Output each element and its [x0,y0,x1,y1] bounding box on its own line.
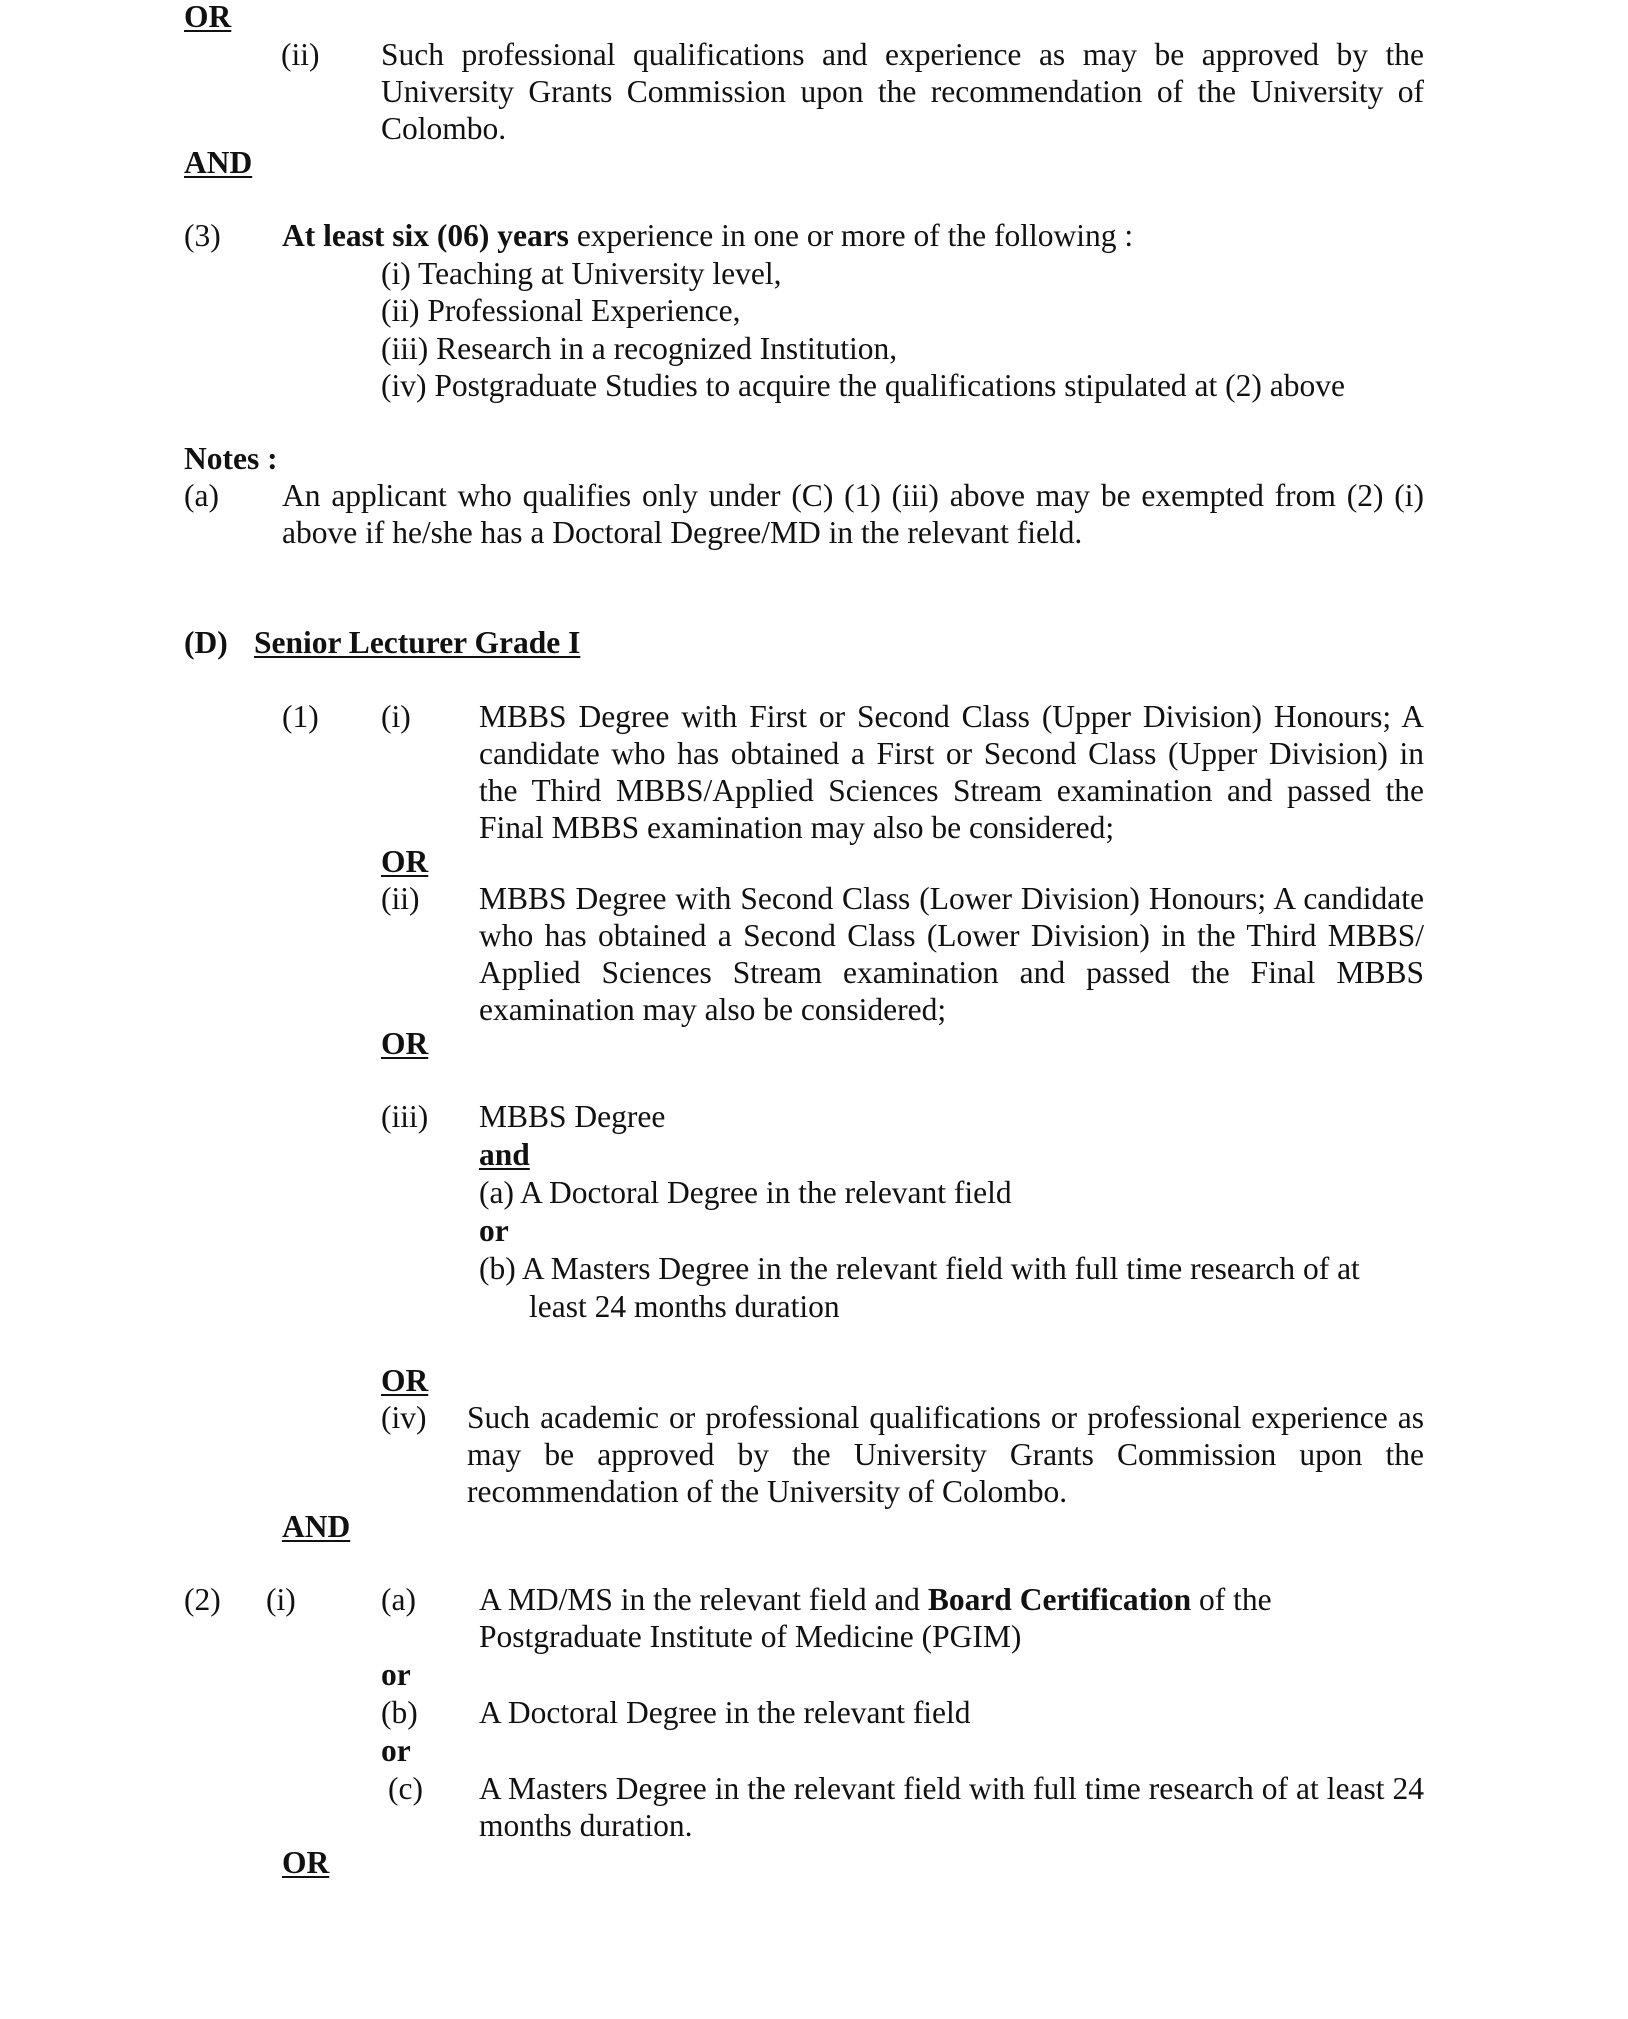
notes-a-text: An applicant who qualifies only under (C) (1) (iii) above may be exempted from (2) (i) above if he/she has a Doctoral Degree/MD in the relevant field. [282,478,1424,550]
section-d-marker: (D) [184,625,228,660]
item-ii-text: Such professional qualifications and experience as may be approved by the University Grants Commission upon the recommendation of the University of Colombo. [381,37,1424,146]
part2-a-text-post: of the [1191,1582,1272,1617]
part1-iii-title: MBBS Degree [479,1099,666,1134]
part1-i-marker: (i) [381,699,411,734]
part2-b-marker: (b) [381,1695,418,1730]
part1-marker: (1) [282,699,319,734]
part2-a-text-pre: A MD/MS in the relevant field and [479,1582,928,1617]
part2-c-text: A Masters Degree in the relevant field with full time research of at least 24 months duration. [479,1771,1424,1843]
part2-or-label: or [381,1657,411,1692]
part2-a-text-bold: Board Certification [927,1582,1192,1617]
part2-or-label: or [381,1733,411,1768]
section-d-or-bottom: OR [282,1845,330,1880]
section3-item: (ii) Professional Experience, [381,293,741,328]
part1-ii-marker: (ii) [381,881,420,916]
section3-item: (iii) Research in a recognized Institution, [381,331,898,366]
section-d-title: Senior Lecturer Grade I [254,625,581,660]
part1-or-label: OR [381,844,429,879]
section3-lead-rest: experience in one or more of the following : [568,218,1134,253]
section3-item: (iv) Postgraduate Studies to acquire the qualifications stipulated at (2) above [381,368,1345,403]
or-label-top: OR [184,0,232,34]
part1-or-label: OR [381,1026,429,1061]
part1-iii-and: and [479,1137,530,1172]
part1-iii-marker: (iii) [381,1099,429,1134]
item-ii-marker: (ii) [281,37,320,72]
part1-iv-marker: (iv) [381,1400,427,1435]
part1-iv-text: Such academic or professional qualifications or professional experience as may be approved by the University Grants Commission upon the recommendation of the University of Colombo. [467,1400,1424,1509]
part1-iii-or: or [479,1213,509,1248]
part2-b-text: A Doctoral Degree in the relevant field [479,1695,971,1730]
part1-ii-text: MBBS Degree with Second Class (Lower Division) Honours; A candidate who has obtained a Second Class (Lower Division) in the Third MBBS/ Applied Sciences Stream examination and passed the Final MBBS examination may also be considered; [479,881,1424,1027]
and-label-top: AND [184,145,253,180]
section-d-and-label: AND [282,1509,351,1544]
notes-a-marker: (a) [184,478,219,513]
section3-item: (i) Teaching at University level, [381,256,782,291]
part2-a-text-line2: Postgraduate Institute of Medicine (PGIM) [479,1619,1022,1654]
section3-marker: (3) [184,218,221,253]
part2-a-text [479,1581,1272,1618]
part2-marker: (2) [184,1582,221,1617]
part1-iii-a: (a) A Doctoral Degree in the relevant field [479,1175,1012,1210]
notes-heading: Notes : [184,441,278,476]
part1-or-label: OR [381,1363,429,1398]
part2-i-marker: (i) [266,1582,296,1617]
part1-i-text: MBBS Degree with First or Second Class (Upper Division) Honours; A candidate who has obtained a First or Second Class (Upper Division) in the Third MBBS/Applied Sciences Stream examination and passed the Final MBBS examination may also be considered; [479,699,1424,845]
part1-iii-b-line2: least 24 months duration [529,1289,840,1324]
part2-a-marker: (a) [381,1582,416,1617]
section3-lead [282,217,1133,254]
part2-c-marker: (c) [388,1771,423,1806]
section3-lead-bold: At least six (06) years [282,218,569,253]
part1-iii-b-line1: (b) A Masters Degree in the relevant field with full time research of at [479,1251,1360,1286]
